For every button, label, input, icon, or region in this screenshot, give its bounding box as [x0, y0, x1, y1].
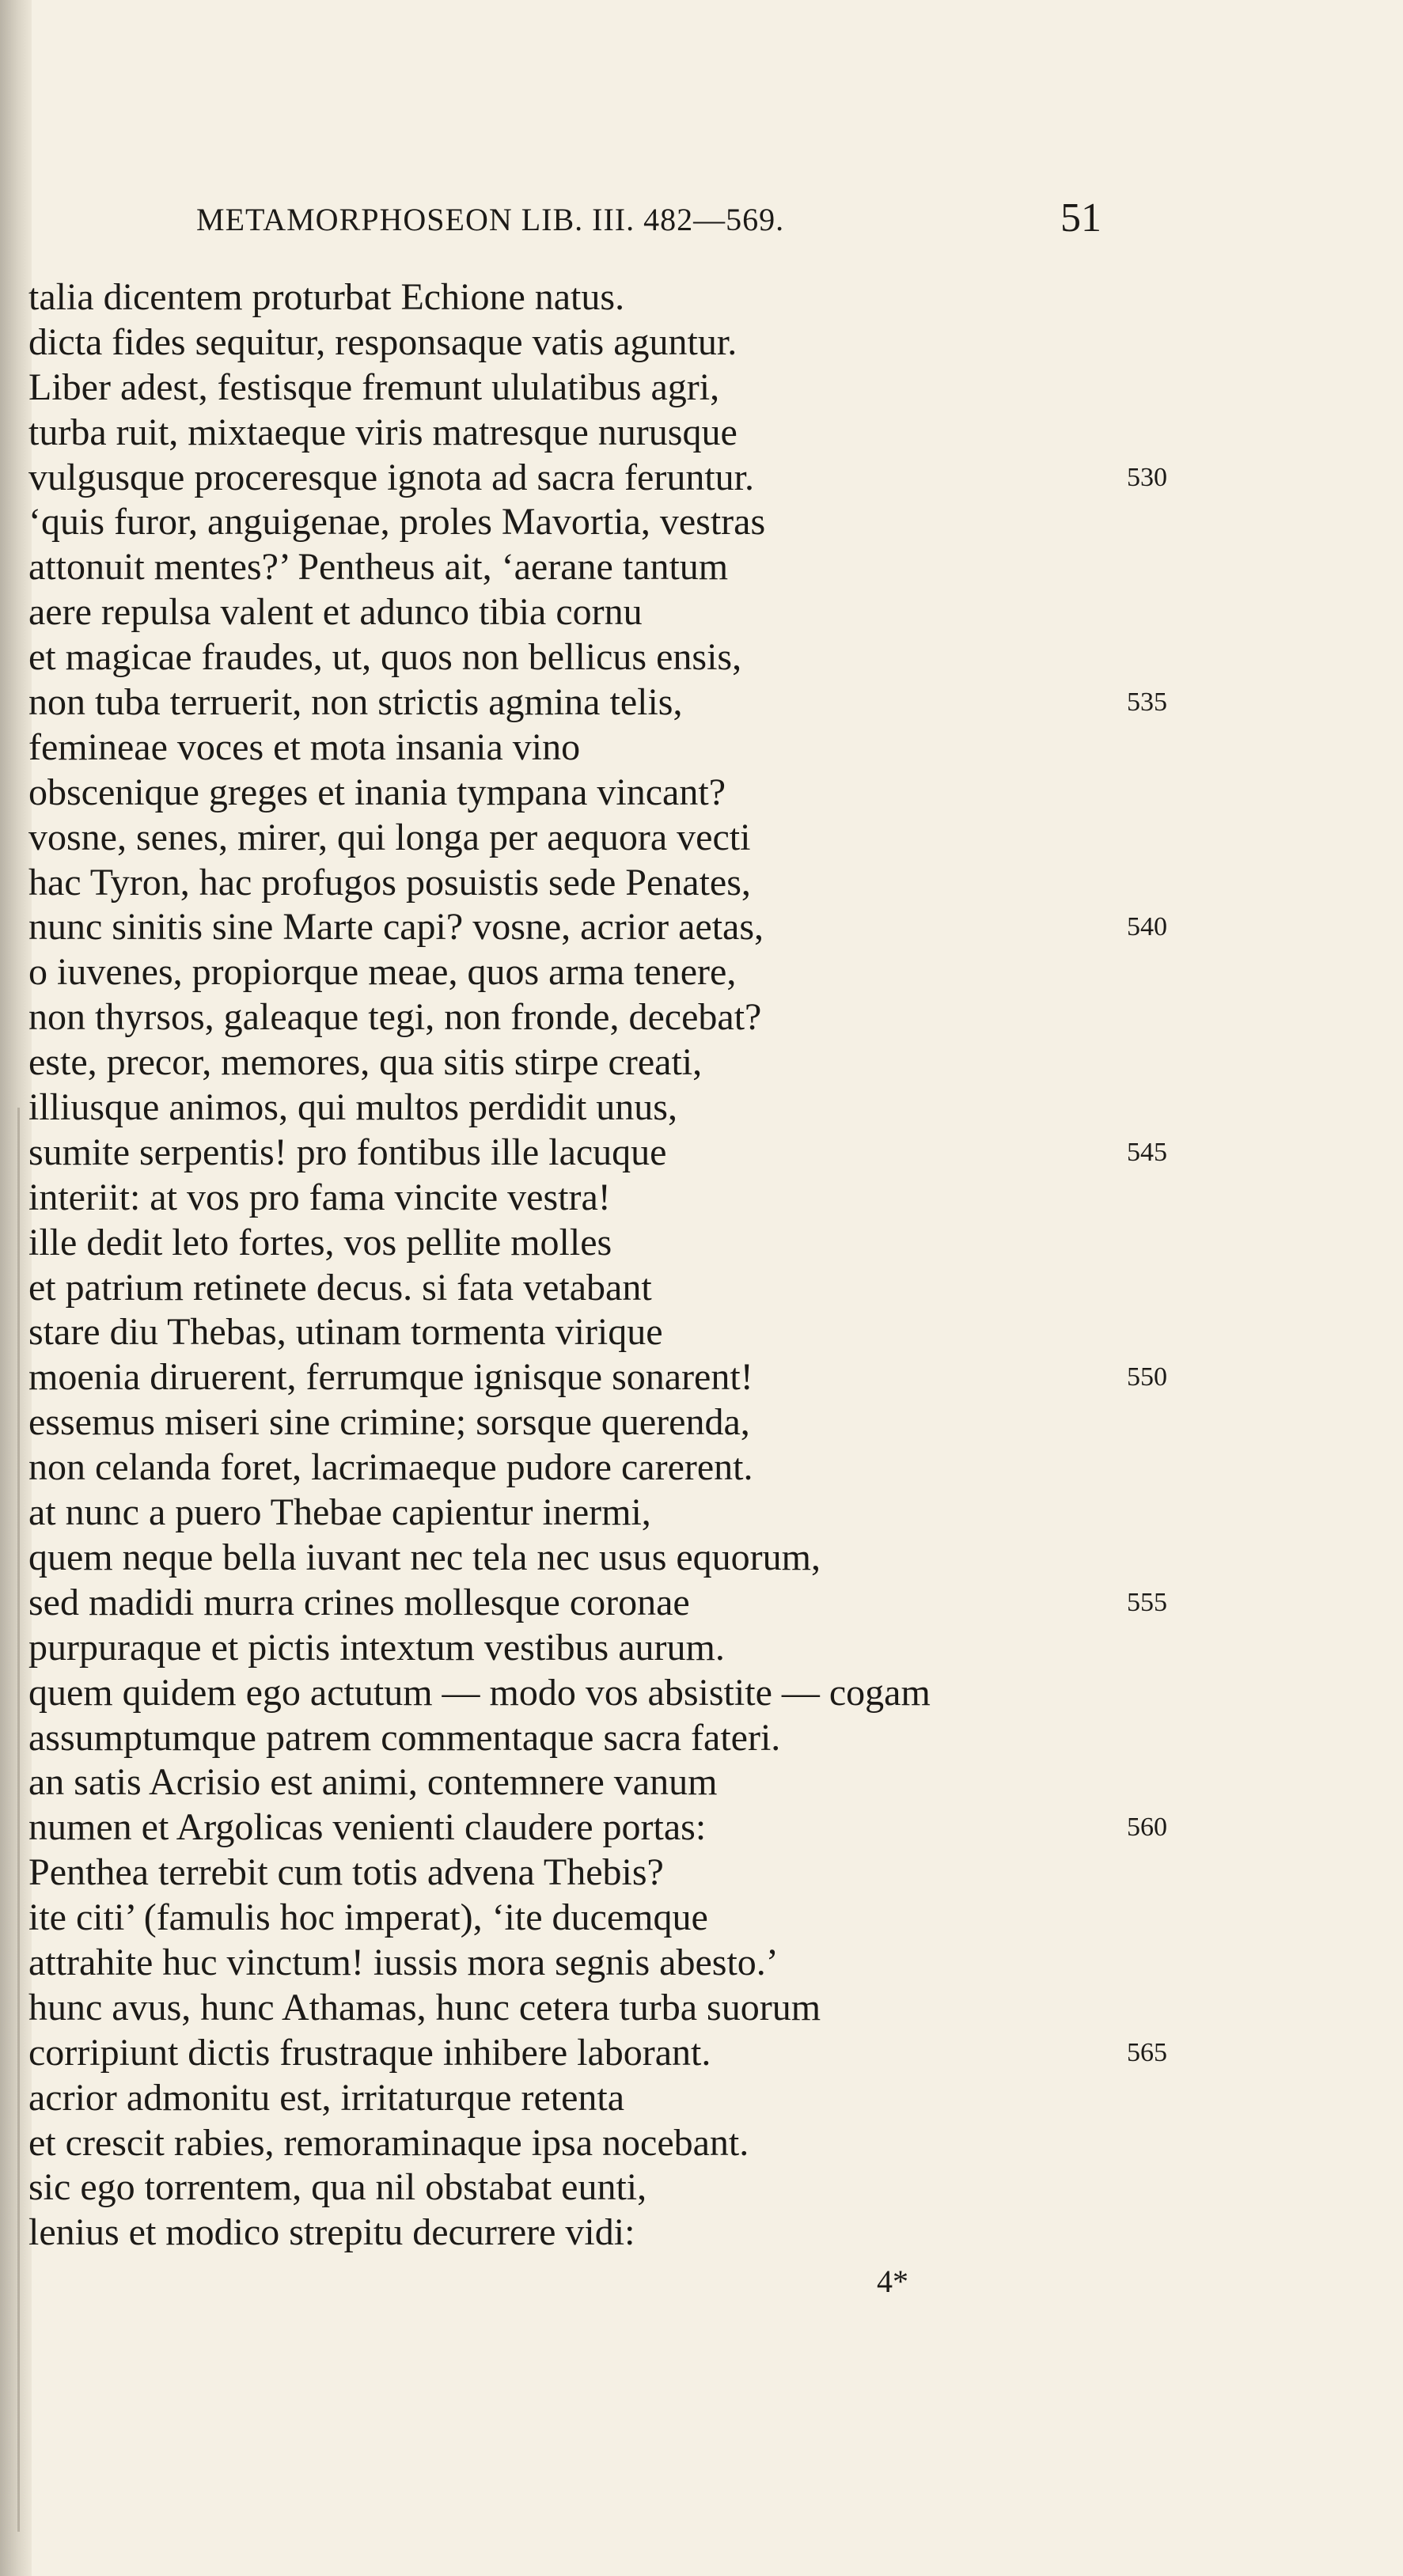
verse-text: sic ego torrentem, qua nil obstabat eunti,: [28, 2166, 647, 2209]
verse-line: [28, 1581, 1374, 1626]
verse-text: quem quidem ego actutum — modo vos absistite — cogam: [28, 1671, 931, 1714]
verse-line: [28, 635, 1374, 680]
verse-line: [28, 2076, 1374, 2121]
verse-text: Penthea terrebit cum totis advena Thebis?: [28, 1851, 664, 1894]
verse-line: [28, 1986, 1374, 2031]
verse-line: [28, 950, 1374, 995]
verse-text: turba ruit, mixtaeque viris matresque nurusque: [28, 411, 738, 453]
verse-text: este, precor, memores, qua sitis stirpe creati,: [28, 1041, 703, 1084]
verse-line: [28, 590, 1374, 635]
verse-line: [28, 1266, 1374, 1311]
verse-line: [28, 1310, 1374, 1355]
verse-line: [28, 861, 1374, 906]
verse-line: [28, 1536, 1374, 1581]
page-number: 51: [1060, 195, 1102, 241]
line-number: 550: [1127, 1362, 1167, 1392]
verse-text: an satis Acrisio est animi, contemnere vanum: [28, 1761, 718, 1804]
verse-line: [28, 816, 1374, 861]
verse-text: et crescit rabies, remoraminaque ipsa nocebant.: [28, 2121, 749, 2164]
verse-text: essemus miseri sine crimine; sorsque querenda,: [28, 1401, 750, 1444]
verse-text: obscenique greges et inania tympana vincant?: [28, 771, 726, 813]
verse-line: [28, 771, 1374, 816]
verse-line: [28, 500, 1374, 545]
verse-line: [28, 1400, 1374, 1445]
verse-line: [28, 1805, 1374, 1851]
verse-line: [28, 2121, 1374, 2166]
line-number: 565: [1127, 2037, 1167, 2067]
verse-text: purpuraque et pictis intextum vestibus aurum.: [28, 1626, 725, 1669]
verse-line: [28, 1716, 1374, 1761]
verse-text: corripiunt dictis frustraque inhibere laborant.: [28, 2031, 711, 2074]
verse-line: [28, 1626, 1374, 1671]
verse-text: sumite serpentis! pro fontibus ille lacuque: [28, 1131, 667, 1173]
verse-text: lenius et modico strepitu decurrere vidi:: [28, 2211, 635, 2254]
verse-text: vosne, senes, mirer, qui longa per aequora vecti: [28, 816, 751, 858]
verse-line: [28, 275, 1374, 320]
verse-line: [28, 1760, 1374, 1805]
verse-line: [28, 1671, 1374, 1716]
line-number: 545: [1127, 1137, 1167, 1167]
verse-text: acrior admonitu est, irritaturque retenta: [28, 2076, 625, 2119]
verse-line: [28, 1085, 1374, 1131]
verse-line: [28, 1941, 1374, 1986]
verse-line: [28, 680, 1374, 725]
line-number: 530: [1127, 462, 1167, 492]
verse-text: femineae voces et mota insania vino: [28, 725, 581, 768]
verse-text: aere repulsa valent et adunco tibia cornu: [28, 591, 643, 634]
verse-text: nunc sinitis sine Marte capi? vosne, acrior aetas,: [28, 906, 764, 949]
verse-text: talia dicentem proturbat Echione natus.: [28, 276, 625, 318]
verse-line: [28, 1445, 1374, 1491]
verse-line: [28, 1355, 1374, 1400]
verse-line: [28, 1131, 1374, 1176]
verse-text: at nunc a puero Thebae capientur inermi,: [28, 1491, 651, 1534]
verse-text: hac Tyron, hac profugos posuistis sede Penates,: [28, 861, 751, 903]
verse-line: [28, 456, 1374, 501]
verse-text: o iuvenes, propiorque meae, quos arma tenere,: [28, 951, 737, 994]
verse-text: interiit: at vos pro fama vincite vestra!: [28, 1176, 611, 1218]
verse-line: [28, 411, 1374, 456]
verse-line: [28, 2031, 1374, 2076]
verse-line: [28, 545, 1374, 590]
verse-line: [28, 725, 1374, 771]
line-number: 535: [1127, 688, 1167, 718]
verse-line: [28, 320, 1374, 366]
verse-text: ite citi’ (famulis hoc imperat), ‘ite ducemque: [28, 1896, 708, 1939]
verse-text: hunc avus, hunc Athamas, hunc cetera turba suorum: [28, 1986, 821, 2029]
verse-line: [28, 1176, 1374, 1221]
verse-line: [28, 2165, 1374, 2210]
signature-mark: 4*: [877, 2263, 908, 2299]
verse-text: illiusque animos, qui multos perdidit unus,: [28, 1086, 677, 1129]
running-title: METAMORPHOSEON LIB. III. 482—569.: [196, 202, 785, 237]
verse-text: moenia diruerent, ferrumque ignisque sonarent!: [28, 1356, 753, 1399]
verse-text: stare diu Thebas, utinam tormenta virique: [28, 1311, 663, 1354]
line-number: 540: [1127, 912, 1167, 942]
verse-text: dicta fides sequitur, responsaque vatis aguntur.: [28, 320, 738, 363]
verse-text: attonuit mentes?’ Pentheus ait, ‘aerane tantum: [28, 546, 729, 589]
line-number: 560: [1127, 1813, 1167, 1843]
verse-text: assumptumque patrem commentaque sacra fateri.: [28, 1716, 781, 1759]
verse-text: et magicae fraudes, ut, quos non bellicus ensis,: [28, 636, 742, 679]
verse-text: non celanda foret, lacrimaeque pudore carerent.: [28, 1446, 753, 1489]
verse-line: [28, 2210, 1374, 2256]
verse-text: numen et Argolicas venienti claudere portas:: [28, 1806, 707, 1849]
verse-line: [28, 1221, 1374, 1266]
verse-block: [28, 275, 1374, 2256]
verse-line: [28, 995, 1374, 1040]
verse-text: quem neque bella iuvant nec tela nec usus equorum,: [28, 1536, 821, 1578]
line-number: 555: [1127, 1587, 1167, 1617]
verse-line: [28, 1040, 1374, 1085]
verse-text: ‘quis furor, anguigenae, proles Mavortia, vestras: [28, 501, 766, 544]
verse-text: et patrium retinete decus. si fata vetabant: [28, 1266, 652, 1309]
verse-line: [28, 1851, 1374, 1896]
verse-text: sed madidi murra crines mollesque coronae: [28, 1581, 690, 1623]
verse-line: [28, 366, 1374, 411]
verse-line: [28, 905, 1374, 950]
verse-text: Liber adest, festisque fremunt ululatibus agri,: [28, 366, 720, 408]
verse-text: attrahite huc vinctum! iussis mora segnis abesto.’: [28, 1941, 779, 1983]
verse-line: [28, 1896, 1374, 1941]
verse-text: vulgusque proceresque ignota ad sacra feruntur.: [28, 456, 754, 498]
verse-text: ille dedit leto fortes, vos pellite molles: [28, 1221, 612, 1263]
verse-text: non tuba terruerit, non strictis agmina telis,: [28, 681, 683, 724]
verse-line: [28, 1491, 1374, 1536]
verse-text: non thyrsos, galeaque tegi, non fronde, decebat?: [28, 996, 762, 1039]
